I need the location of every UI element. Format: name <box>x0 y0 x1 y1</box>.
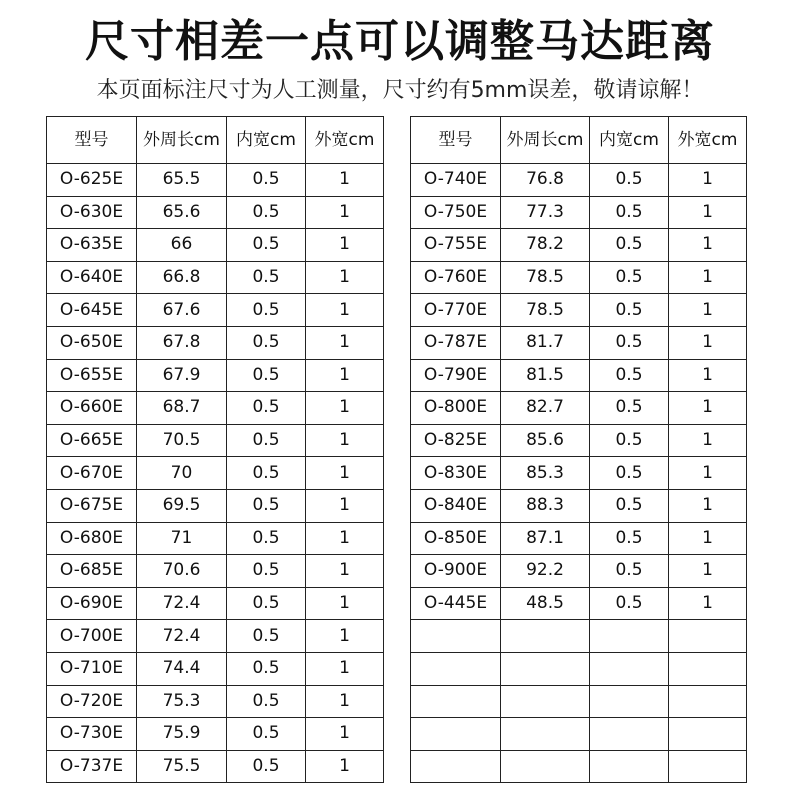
table-cell: O-710E <box>47 652 137 685</box>
table-row <box>411 522 747 555</box>
table-cell: 87.1 <box>501 522 590 555</box>
table-cell: 88.3 <box>501 489 590 522</box>
table-row <box>411 196 747 229</box>
table-cell: 0.5 <box>227 261 306 294</box>
table-cell: 0.5 <box>590 229 669 262</box>
table-cell: 1 <box>306 652 384 685</box>
table-cell: 0.5 <box>227 587 306 620</box>
table-cell: 0.5 <box>590 522 669 555</box>
table-cell: O-665E <box>47 424 137 457</box>
table-row <box>47 489 384 522</box>
table-cell: O-655E <box>47 359 137 392</box>
table-cell: 0.5 <box>590 392 669 425</box>
table-row <box>47 522 384 555</box>
table-cell: 70 <box>137 457 227 490</box>
table-cell: 0.5 <box>227 424 306 457</box>
table-cell: 0.5 <box>227 196 306 229</box>
table-row <box>47 196 384 229</box>
table-cell <box>590 718 669 751</box>
table-cell: 69.5 <box>137 489 227 522</box>
table-cell: O-730E <box>47 718 137 751</box>
table-cell: O-625E <box>47 164 137 197</box>
table-cell: O-825E <box>411 424 501 457</box>
table-cell: O-630E <box>47 196 137 229</box>
table-cell: 1 <box>669 489 747 522</box>
table-cell: 72.4 <box>137 587 227 620</box>
table-cell: O-680E <box>47 522 137 555</box>
table-row <box>411 555 747 588</box>
table-cell: 1 <box>669 457 747 490</box>
table-cell: O-675E <box>47 489 137 522</box>
spec-table-right <box>410 116 747 783</box>
table-row <box>47 164 384 197</box>
table-cell: 0.5 <box>227 652 306 685</box>
table-cell: 78.2 <box>501 229 590 262</box>
table-cell: 1 <box>669 229 747 262</box>
table-row <box>411 424 747 457</box>
table-cell: 0.5 <box>227 620 306 653</box>
table-cell: O-830E <box>411 457 501 490</box>
page-title: 尺寸相差一点可以调整马达距离 <box>85 16 715 67</box>
table-cell: 1 <box>306 261 384 294</box>
table-cell: 1 <box>306 555 384 588</box>
table-cell: O-635E <box>47 229 137 262</box>
table-cell: 65.6 <box>137 196 227 229</box>
table-row <box>47 261 384 294</box>
table-row <box>47 326 384 359</box>
table-cell: O-900E <box>411 555 501 588</box>
table-cell: 1 <box>306 359 384 392</box>
table-cell: 76.8 <box>501 164 590 197</box>
table-cell <box>669 620 747 653</box>
table-cell: 0.5 <box>227 326 306 359</box>
table-cell: O-445E <box>411 587 501 620</box>
table-cell: 85.3 <box>501 457 590 490</box>
table-row <box>47 750 384 783</box>
table-row <box>47 587 384 620</box>
column-header: 外周长cm <box>137 117 227 164</box>
table-cell: 67.8 <box>137 326 227 359</box>
table-cell: 0.5 <box>590 489 669 522</box>
column-header: 型号 <box>411 117 501 164</box>
table-row <box>47 424 384 457</box>
table-cell: 68.7 <box>137 392 227 425</box>
table-cell: 1 <box>306 685 384 718</box>
table-cell <box>411 620 501 653</box>
table-cell: 1 <box>669 261 747 294</box>
column-header: 型号 <box>47 117 137 164</box>
table-cell: O-650E <box>47 326 137 359</box>
table-cell: 0.5 <box>227 164 306 197</box>
table-cell: 1 <box>669 522 747 555</box>
table-cell: 0.5 <box>227 457 306 490</box>
table-cell: O-737E <box>47 750 137 783</box>
table-cell: 1 <box>669 587 747 620</box>
table-cell: O-770E <box>411 294 501 327</box>
table-cell <box>411 718 501 751</box>
table-row <box>411 685 747 718</box>
table-cell: 1 <box>669 359 747 392</box>
table-cell <box>411 652 501 685</box>
table-cell <box>669 750 747 783</box>
table-row <box>411 359 747 392</box>
table-cell <box>501 750 590 783</box>
table-cell: 0.5 <box>227 392 306 425</box>
column-header: 内宽cm <box>590 117 669 164</box>
column-header: 外周长cm <box>501 117 590 164</box>
table-cell <box>411 685 501 718</box>
table-cell: O-750E <box>411 196 501 229</box>
column-header: 外宽cm <box>306 117 384 164</box>
table-cell: 70.5 <box>137 424 227 457</box>
table-cell: 67.6 <box>137 294 227 327</box>
table-cell: 0.5 <box>227 489 306 522</box>
table-cell: O-700E <box>47 620 137 653</box>
table-cell: 1 <box>306 229 384 262</box>
table-row <box>411 587 747 620</box>
table-cell: 1 <box>306 424 384 457</box>
table-cell <box>501 718 590 751</box>
table-cell: 1 <box>669 164 747 197</box>
table-cell: 82.7 <box>501 392 590 425</box>
table-cell: 0.5 <box>590 294 669 327</box>
table-row <box>411 620 747 653</box>
table-row <box>47 555 384 588</box>
table-cell <box>411 750 501 783</box>
table-cell: O-690E <box>47 587 137 620</box>
table-row <box>47 392 384 425</box>
table-cell: 1 <box>306 750 384 783</box>
table-row <box>411 718 747 751</box>
table-cell: 1 <box>306 164 384 197</box>
table-row <box>47 359 384 392</box>
table-cell: O-755E <box>411 229 501 262</box>
table-cell: 48.5 <box>501 587 590 620</box>
table-cell: O-787E <box>411 326 501 359</box>
table-header-row <box>47 117 384 164</box>
table-cell: 71 <box>137 522 227 555</box>
table-cell: 66.8 <box>137 261 227 294</box>
table-cell: 67.9 <box>137 359 227 392</box>
table-cell: 1 <box>669 294 747 327</box>
table-cell: 1 <box>669 424 747 457</box>
table-row <box>411 489 747 522</box>
table-cell: O-640E <box>47 261 137 294</box>
table-cell: 0.5 <box>590 424 669 457</box>
table-cell: 1 <box>306 489 384 522</box>
table-cell: 0.5 <box>590 587 669 620</box>
table-row <box>411 392 747 425</box>
table-cell: 1 <box>669 196 747 229</box>
table-cell: 0.5 <box>590 261 669 294</box>
table-cell <box>501 620 590 653</box>
table-header-row <box>411 117 747 164</box>
table-cell: 0.5 <box>227 718 306 751</box>
table-cell: 78.5 <box>501 261 590 294</box>
table-cell: 85.6 <box>501 424 590 457</box>
table-cell: 81.7 <box>501 326 590 359</box>
table-cell <box>669 718 747 751</box>
table-row <box>411 164 747 197</box>
table-cell: 0.5 <box>590 359 669 392</box>
table-cell: O-790E <box>411 359 501 392</box>
table-cell: O-720E <box>47 685 137 718</box>
table-cell: 1 <box>306 392 384 425</box>
table-cell: 1 <box>306 196 384 229</box>
table-cell: 70.6 <box>137 555 227 588</box>
page-subtitle: 本页面标注尺寸为人工测量，尺寸约有5mm误差，敬请谅解！ <box>96 78 704 103</box>
table-row <box>411 261 747 294</box>
table-cell: O-760E <box>411 261 501 294</box>
table-cell: O-670E <box>47 457 137 490</box>
table-cell: 0.5 <box>590 164 669 197</box>
table-cell: O-645E <box>47 294 137 327</box>
table-cell: 81.5 <box>501 359 590 392</box>
table-cell: 1 <box>306 522 384 555</box>
table-row <box>47 294 384 327</box>
table-cell <box>590 620 669 653</box>
table-cell: 1 <box>669 555 747 588</box>
table-row <box>47 652 384 685</box>
table-cell <box>501 685 590 718</box>
table-cell <box>590 685 669 718</box>
table-cell: 0.5 <box>227 555 306 588</box>
table-cell: O-850E <box>411 522 501 555</box>
table-cell: 78.5 <box>501 294 590 327</box>
table-cell: 1 <box>306 457 384 490</box>
column-header: 外宽cm <box>669 117 747 164</box>
table-cell: 1 <box>669 392 747 425</box>
table-cell: 0.5 <box>227 522 306 555</box>
table-row <box>411 294 747 327</box>
table-cell: 75.5 <box>137 750 227 783</box>
table-cell: 0.5 <box>590 555 669 588</box>
table-cell: 75.3 <box>137 685 227 718</box>
table-cell <box>590 652 669 685</box>
table-cell: O-740E <box>411 164 501 197</box>
table-row <box>411 229 747 262</box>
table-cell: O-685E <box>47 555 137 588</box>
table-cell: 1 <box>306 620 384 653</box>
table-row <box>411 652 747 685</box>
table-cell: 1 <box>306 326 384 359</box>
table-row <box>47 229 384 262</box>
table-row <box>411 750 747 783</box>
table-cell: 1 <box>306 294 384 327</box>
table-cell: 66 <box>137 229 227 262</box>
table-cell: 92.2 <box>501 555 590 588</box>
table-cell: 1 <box>306 587 384 620</box>
table-row <box>47 620 384 653</box>
table-cell: O-840E <box>411 489 501 522</box>
spec-table-left <box>46 116 384 783</box>
table-cell <box>669 685 747 718</box>
table-cell <box>669 652 747 685</box>
table-cell: 65.5 <box>137 164 227 197</box>
table-row <box>47 457 384 490</box>
table-cell: 1 <box>306 718 384 751</box>
table-cell: 0.5 <box>227 750 306 783</box>
table-cell: O-800E <box>411 392 501 425</box>
table-cell: 75.9 <box>137 718 227 751</box>
table-cell: 0.5 <box>227 359 306 392</box>
table-cell: 77.3 <box>501 196 590 229</box>
column-header: 内宽cm <box>227 117 306 164</box>
table-cell: O-660E <box>47 392 137 425</box>
table-cell: 0.5 <box>227 294 306 327</box>
table-cell <box>590 750 669 783</box>
table-cell: 72.4 <box>137 620 227 653</box>
table-cell: 0.5 <box>590 196 669 229</box>
table-cell: 0.5 <box>227 685 306 718</box>
table-cell: 0.5 <box>590 457 669 490</box>
table-row <box>411 326 747 359</box>
table-cell: 0.5 <box>590 326 669 359</box>
table-cell: 74.4 <box>137 652 227 685</box>
table-row <box>411 457 747 490</box>
table-row <box>47 718 384 751</box>
table-row <box>47 685 384 718</box>
table-cell: 0.5 <box>227 229 306 262</box>
table-cell <box>501 652 590 685</box>
table-cell: 1 <box>669 326 747 359</box>
